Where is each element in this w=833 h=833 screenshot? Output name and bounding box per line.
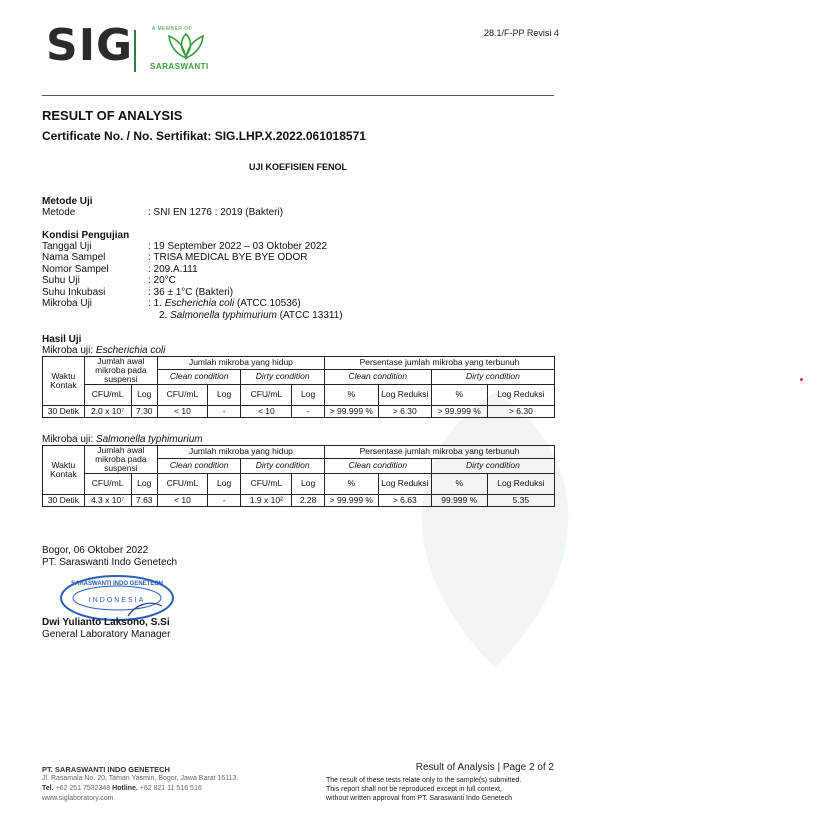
hotline-label: Hotline.: [112, 785, 138, 792]
saraswanti-logo-text: SARASWANTI: [150, 62, 209, 71]
saraswanti-leaf-icon: [166, 32, 206, 60]
header-pct: %: [324, 473, 378, 494]
kondisi-heading: Kondisi Pengujian: [42, 230, 130, 241]
cell-dirty-log: -: [292, 405, 325, 417]
header-log-reduksi: Log Reduksi: [378, 384, 431, 405]
cell-dirty-logred: > 6.30: [487, 405, 554, 417]
header-cfu: CFU/mL: [157, 384, 207, 405]
table-caption: [42, 345, 165, 356]
company-stamp-icon: [58, 572, 176, 622]
tel-value: +62 251 7532348: [55, 785, 111, 792]
cell-clean-log: -: [207, 494, 241, 506]
stamp-mid-text: INDONESIA: [88, 597, 146, 604]
sign-place-date: Bogor, 06 Oktober 2022: [42, 545, 149, 556]
footer-disclaimer: [326, 777, 521, 803]
header-waktu: Waktu Kontak: [43, 446, 85, 495]
tel-label: Tel.: [42, 785, 54, 792]
mikroba-2-code: (ATCC 13311): [279, 310, 343, 321]
cell-dirty-cfu: < 10: [241, 405, 292, 417]
footer-company: PT. SARASWANTI INDO GENETECH: [42, 765, 170, 774]
cell-clean-pct: > 99.999 %: [324, 494, 378, 506]
cell-waktu: 30 Detik: [43, 405, 85, 417]
footer-website: www.siglaboratory.com: [42, 795, 114, 802]
mikroba-label: Mikroba Uji: [42, 298, 93, 309]
footer-phone: [42, 785, 202, 792]
watermark-leaf-icon: [380, 380, 610, 680]
signer-name: Dwi Yulianto Laksono, S.Si: [42, 617, 170, 628]
header-dirty: Dirty condition: [241, 458, 324, 473]
red-mark: [800, 378, 803, 381]
cell-clean-log: -: [207, 405, 241, 417]
cell-clean-cfu: < 10: [157, 405, 207, 417]
kondisi-value: : 19 September 2022 – 03 Oktober 2022: [148, 241, 328, 252]
footer-address: Jl. Rasamala No. 20, Taman Yasmin, Bogor, Jawa Barat 16113.: [42, 775, 239, 782]
hotline-value: +62 821 11 516 516: [139, 785, 202, 792]
metode-value: : SNI EN 1276 : 2019 (Bakteri): [148, 207, 284, 218]
header-log: Log: [292, 384, 325, 405]
header-clean: Clean condition: [324, 369, 431, 384]
logo-divider: [134, 30, 136, 72]
signer-position: General Laboratory Manager: [42, 629, 171, 640]
header-cfu: CFU/mL: [84, 473, 131, 494]
hasil-heading: Hasil Uji: [42, 334, 82, 345]
mikroba-1-code: (ATCC 10536): [236, 298, 301, 309]
header-log-reduksi: Log Reduksi: [487, 473, 554, 494]
disclaimer-line: This report shall not be reproduced except in full context,: [326, 785, 502, 793]
disclaimer-line: The result of these tests relate only to the sample(s) submitted.: [326, 777, 522, 784]
header-jumlah-hidup: Jumlah mikroba yang hidup: [157, 446, 324, 459]
footer-page-number: Result of Analysis | Page 2 of 2: [415, 762, 554, 773]
table-row: [43, 405, 555, 417]
header-cfu: CFU/mL: [157, 473, 207, 494]
results-table-salmonella: [42, 445, 555, 507]
header-log: Log: [292, 473, 325, 494]
mikroba-1-name: Escherichia coli: [164, 298, 235, 309]
disclaimer-line: without written approval from PT. Saraswanti Indo Genetech: [326, 794, 512, 802]
sig-logo: SIG: [46, 20, 134, 71]
header-dirty: Dirty condition: [241, 369, 324, 384]
header-jumlah-awal: Jumlah awal mikroba pada suspensi: [84, 446, 157, 474]
results-table-ecoli: [42, 356, 555, 418]
kondisi-value: : 36 ± 1°C (Bakteri): [148, 287, 234, 298]
sign-company: PT. Saraswanti Indo Genetech: [42, 557, 178, 568]
header-clean: Clean condition: [324, 458, 431, 473]
header-log-reduksi: Log Reduksi: [487, 384, 554, 405]
cell-dirty-pct: > 99.999 %: [431, 405, 487, 417]
metode-label: Metode: [42, 207, 76, 218]
mikroba-2-prefix: 2.: [159, 310, 168, 321]
cell-awal-cfu: 4.3 x 10⁷: [84, 494, 131, 506]
cell-clean-logred: > 6.63: [378, 494, 431, 506]
caption-organism: Salmonella typhimurium: [95, 434, 203, 445]
member-of-label: A MEMBER OF: [152, 26, 193, 32]
header-jumlah-awal: Jumlah awal mikroba pada suspensi: [84, 357, 157, 385]
header-cfu: CFU/mL: [241, 384, 292, 405]
stamp-top-text: SARASWANTI INDO GENETECH: [70, 581, 164, 587]
cell-clean-logred: > 6.30: [378, 405, 431, 417]
cell-dirty-log: 2.28: [292, 494, 325, 506]
header-pct: %: [431, 384, 487, 405]
header-persentase: Persentase jumlah mikroba yang terbunuh: [324, 357, 554, 370]
cell-awal-log: 7.63: [131, 494, 157, 506]
kondisi-label: Nomor Sampel: [42, 264, 109, 275]
header-log: Log: [207, 384, 241, 405]
kondisi-value: : 20°C: [148, 275, 176, 286]
header-persentase: Persentase jumlah mikroba yang terbunuh: [324, 446, 554, 459]
header-clean: Clean condition: [157, 458, 240, 473]
cell-awal-log: 7.30: [131, 405, 157, 417]
header-dirty: Dirty condition: [431, 458, 554, 473]
header-waktu: Waktu Kontak: [43, 357, 85, 406]
header-clean: Clean condition: [157, 369, 240, 384]
mikroba-2-name: Salmonella typhimurium: [170, 310, 277, 321]
certificate-number: Certificate No. / No. Sertifikat: SIG.LHP.X.2022.061018571: [42, 129, 366, 143]
caption-prefix: Mikroba uji:: [42, 434, 96, 445]
header-dirty: Dirty condition: [431, 369, 554, 384]
cell-clean-pct: > 99.999 %: [324, 405, 378, 417]
caption-organism: Escherichia coli: [95, 345, 166, 356]
kondisi-value: : TRISA MEDICAL BYE BYE ODOR: [148, 252, 308, 263]
cell-awal-cfu: 2.0 x 10⁷: [84, 405, 131, 417]
header-log: Log: [131, 384, 157, 405]
header-cfu: CFU/mL: [84, 384, 131, 405]
metode-heading: Metode Uji: [42, 196, 93, 207]
kondisi-label: Suhu Inkubasi: [42, 287, 106, 298]
header-jumlah-hidup: Jumlah mikroba yang hidup: [157, 357, 324, 370]
header-log: Log: [131, 473, 157, 494]
kondisi-label: Tanggal Uji: [42, 241, 92, 252]
mikroba-2: [159, 310, 343, 321]
test-title: UJI KOEFISIEN FENOL: [248, 162, 347, 172]
mikroba-1: [148, 298, 301, 309]
header-log-reduksi: Log Reduksi: [378, 473, 431, 494]
document-reference: 28.1/F-PP Revisi 4: [484, 28, 559, 38]
cell-dirty-cfu: 1.9 x 10²: [241, 494, 292, 506]
table-row: [43, 494, 555, 506]
caption-prefix: Mikroba uji:: [42, 345, 96, 356]
cell-clean-cfu: < 10: [157, 494, 207, 506]
kondisi-label: Nama Sampel: [42, 252, 106, 263]
kondisi-label: Suhu Uji: [42, 275, 80, 286]
cell-dirty-logred: 5.35: [487, 494, 554, 506]
header-pct: %: [324, 384, 378, 405]
header-cfu: CFU/mL: [241, 473, 292, 494]
header-log: Log: [207, 473, 241, 494]
kondisi-value: : 209.A.111: [148, 264, 198, 275]
cell-dirty-pct: 99.999 %: [431, 494, 487, 506]
table-caption: [42, 434, 203, 445]
cell-waktu: 30 Detik: [43, 494, 85, 506]
header-pct: %: [431, 473, 487, 494]
header-divider: [42, 95, 554, 96]
page-title: RESULT OF ANALYSIS: [42, 108, 183, 123]
mikroba-1-prefix: : 1.: [148, 298, 162, 309]
